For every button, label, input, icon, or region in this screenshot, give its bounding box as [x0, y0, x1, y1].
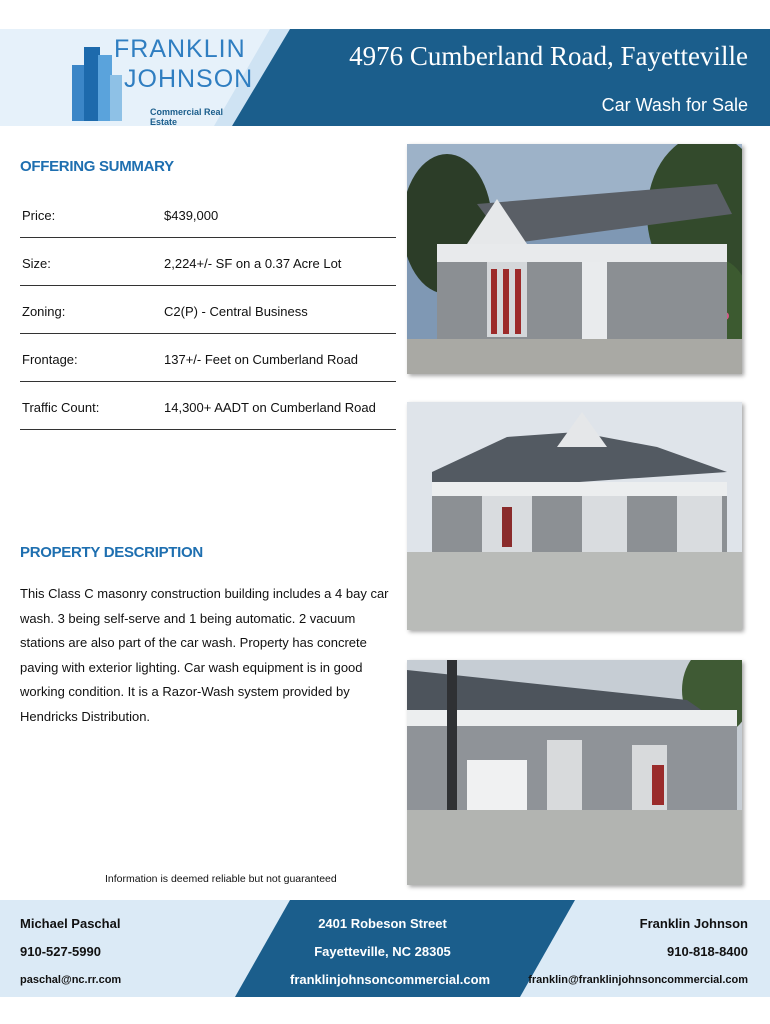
summary-value: 14,300+ AADT on Cumberland Road	[164, 400, 376, 415]
contact-name: Franklin Johnson	[639, 916, 748, 931]
summary-label: Frontage:	[22, 352, 78, 367]
logo-subtitle: Commercial Real Estate	[150, 107, 224, 127]
page-subtitle: Car Wash for Sale	[601, 95, 748, 115]
logo-text-johnson: JOHNSON	[124, 65, 254, 93]
company-logo	[70, 35, 254, 127]
summary-value: 2,224+/- SF on a 0.37 Acre Lot	[164, 256, 342, 271]
address-street: 2401 Robeson Street	[318, 916, 447, 931]
summary-label: Zoning:	[22, 304, 66, 319]
contact-name: Michael Paschal	[20, 916, 121, 931]
contact-email[interactable]: paschal@nc.rr.com	[20, 974, 122, 986]
summary-row	[20, 334, 396, 382]
summary-value: 137+/- Feet on Cumberland Road	[164, 352, 359, 367]
summary-label: Size:	[22, 256, 51, 271]
summary-row	[20, 286, 396, 334]
contact-phone: 910-818-8400	[667, 944, 748, 959]
summary-label: Price:	[22, 208, 56, 223]
contact-right	[528, 910, 748, 994]
summary-row	[20, 190, 396, 238]
summary-label: Traffic Count:	[22, 400, 100, 415]
property-photo-side	[407, 402, 742, 630]
property-description-text: This Class C masonry construction building includes a 4 bay car wash. 3 being self-serve and 1 being automatic. 2 vacuum stations are also part of the car wash. Property has concrete paving with exterior lighting. Car wash equipment is in good working condition. It is a Razor-Wash system provided by Hendricks Distribution.	[20, 586, 389, 724]
property-description-heading: PROPERTY DESCRIPTION	[20, 544, 203, 561]
offering-summary-table	[20, 190, 396, 430]
office-address	[290, 910, 491, 994]
property-photo-angle	[407, 660, 742, 885]
header-banner	[0, 29, 770, 126]
address-city: Fayetteville, NC 28305	[314, 944, 451, 959]
summary-value: $439,000	[164, 208, 219, 223]
page-title: 4976 Cumberland Road, Fayetteville	[349, 41, 748, 71]
contact-left	[20, 910, 121, 994]
offering-summary-heading: OFFERING SUMMARY	[20, 158, 174, 175]
property-photo-front	[407, 144, 742, 374]
contact-email[interactable]: franklin@franklinjohnsoncommercial.com	[528, 974, 748, 986]
summary-row	[20, 238, 396, 286]
logo-text-franklin: FRANKLIN	[114, 35, 246, 63]
summary-row	[20, 382, 396, 430]
contact-phone: 910-527-5990	[20, 944, 101, 959]
summary-value: C2(P) - Central Business	[164, 304, 308, 319]
website-link[interactable]: franklinjohnsoncommercial.com	[290, 972, 491, 987]
disclaimer-text: Information is deemed reliable but not guaranteed	[105, 873, 337, 885]
